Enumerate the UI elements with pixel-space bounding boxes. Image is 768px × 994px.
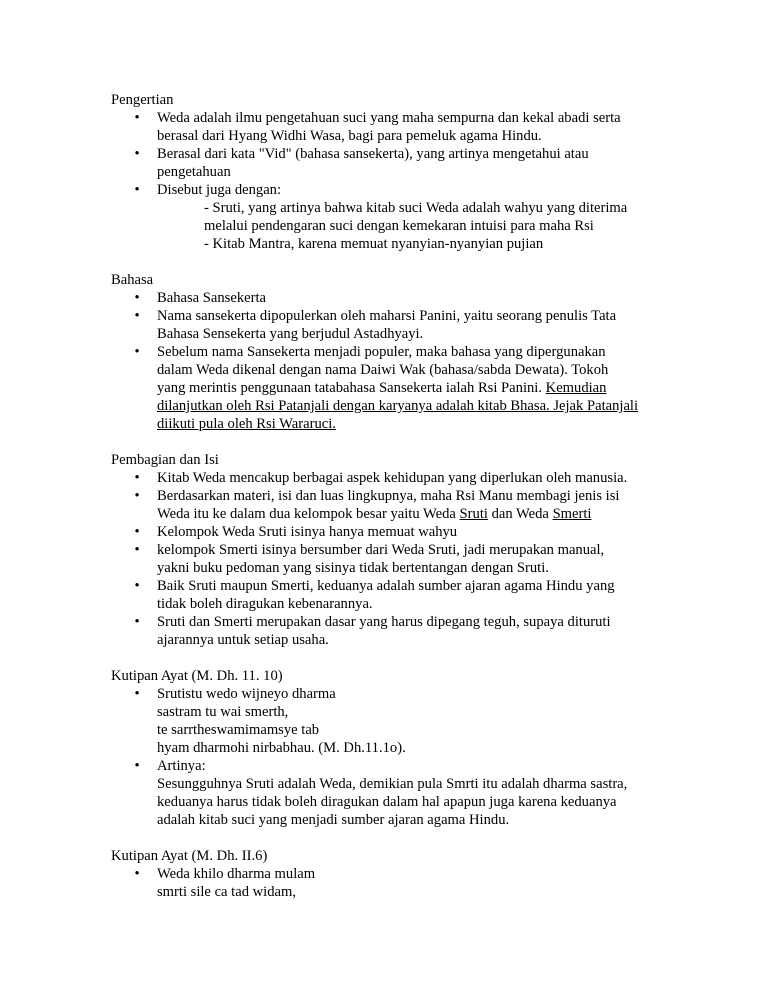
sub-line: - Sruti, yang artinya bahwa kitab suci Weda adalah wahyu yang diterima bbox=[204, 200, 628, 216]
text-line: Bahasa Sensekerta yang berjudul Astadhyayi. bbox=[157, 326, 424, 342]
text-span: dan Weda bbox=[487, 506, 553, 522]
section-pembagian bbox=[111, 451, 671, 649]
document-page bbox=[111, 91, 671, 919]
text-line: smrti sile ca tad widam, bbox=[157, 884, 297, 900]
list-item bbox=[111, 289, 671, 307]
text-line: Nama sansekerta dipopulerkan oleh maharsi Panini, yaitu seorang penulis Tata bbox=[157, 308, 617, 324]
text-line: Sruti dan Smerti merupakan dasar yang harus dipegang teguh, supaya dituruti bbox=[157, 614, 611, 630]
section-kutipan-2 bbox=[111, 847, 671, 901]
bullet-list bbox=[111, 289, 671, 433]
text-line: sastram tu wai smerth, bbox=[157, 704, 289, 720]
list-item bbox=[111, 523, 671, 541]
list-item bbox=[111, 487, 671, 523]
list-item bbox=[111, 109, 671, 145]
bullet-icon: • bbox=[134, 686, 140, 702]
text-line: pengetahuan bbox=[157, 164, 231, 180]
bullet-icon: • bbox=[134, 614, 140, 630]
list-item bbox=[111, 757, 671, 829]
text-line: Artinya: bbox=[157, 758, 206, 774]
sub-line: - Kitab Mantra, karena memuat nyanyian-nyanyian pujian bbox=[204, 236, 544, 252]
bullet-icon: • bbox=[134, 524, 140, 540]
text-line: Weda khilo dharma mulam bbox=[157, 866, 316, 882]
bullet-list bbox=[111, 685, 671, 829]
bullet-icon: • bbox=[134, 866, 140, 882]
list-item bbox=[111, 181, 671, 253]
underlined-line: diikuti pula oleh Rsi Wararuci. bbox=[157, 416, 336, 432]
bullet-icon: • bbox=[134, 290, 140, 306]
bullet-icon: • bbox=[134, 470, 140, 486]
bullet-icon: • bbox=[134, 542, 140, 558]
bullet-list bbox=[111, 469, 671, 649]
text-line: Kelompok Weda Sruti isinya hanya memuat wahyu bbox=[157, 524, 458, 540]
list-item bbox=[111, 685, 671, 757]
list-item bbox=[111, 865, 671, 901]
section-pengertian bbox=[111, 91, 671, 253]
bullet-icon: • bbox=[134, 488, 140, 504]
underlined-text: Kemudian bbox=[545, 380, 607, 396]
text-line: Sebelum nama Sansekerta menjadi populer, maka bahasa yang dipergunakan bbox=[157, 344, 606, 360]
section-heading: Kutipan Ayat (M. Dh. 11. 10) bbox=[111, 668, 283, 684]
bullet-icon: • bbox=[134, 110, 140, 126]
text-line: Bahasa Sansekerta bbox=[157, 290, 267, 306]
text-line: Kitab Weda mencakup berbagai aspek kehidupan yang diperlukan oleh manusia. bbox=[157, 470, 628, 486]
bullet-icon: • bbox=[134, 344, 140, 360]
list-item bbox=[111, 469, 671, 487]
section-kutipan-1 bbox=[111, 667, 671, 829]
bullet-icon: • bbox=[134, 182, 140, 198]
list-item bbox=[111, 613, 671, 649]
underlined-text: Smerti bbox=[552, 506, 592, 522]
bullet-icon: • bbox=[134, 758, 140, 774]
section-heading: Pengertian bbox=[111, 92, 174, 108]
list-item bbox=[111, 307, 671, 343]
text-line: Sesungguhnya Sruti adalah Weda, demikian pula Smrti itu adalah dharma sastra, bbox=[157, 776, 628, 792]
text-span: yang merintis penggunaan tatabahasa Sansekerta ialah Rsi Panini. bbox=[157, 380, 546, 396]
bullet-list bbox=[111, 865, 671, 901]
text-line bbox=[157, 379, 671, 397]
text-line: keduanya harus tidak boleh diragukan dalam hal apapun juga karena keduanya bbox=[157, 794, 617, 810]
list-item bbox=[111, 145, 671, 181]
text-line: yakni buku pedoman yang sisinya tidak bertentangan dengan Sruti. bbox=[157, 560, 549, 576]
section-bahasa bbox=[111, 271, 671, 433]
text-line: Weda adalah ilmu pengetahuan suci yang maha sempurna dan kekal abadi serta bbox=[157, 110, 621, 126]
sub-line: melalui pendengaran suci dengan kemekaran intuisi para maha Rsi bbox=[204, 218, 594, 234]
text-line: te sarrtheswamimamsye tab bbox=[157, 722, 320, 738]
text-line bbox=[157, 505, 671, 523]
text-line: Berdasarkan materi, isi dan luas lingkupnya, maha Rsi Manu membagi jenis isi bbox=[157, 488, 620, 504]
text-line: Srutistu wedo wijneyo dharma bbox=[157, 686, 336, 702]
text-line: Berasal dari kata "Vid" (bahasa sansekerta), yang artinya mengetahui atau bbox=[157, 146, 589, 162]
bullet-icon: • bbox=[134, 578, 140, 594]
text-line: kelompok Smerti isinya bersumber dari Weda Sruti, jadi merupakan manual, bbox=[157, 542, 605, 558]
underlined-line: dilanjutkan oleh Rsi Patanjali dengan karyanya adalah kitab Bhasa. Jejak Patanjali bbox=[157, 398, 639, 414]
list-item bbox=[111, 577, 671, 613]
text-line: berasal dari Hyang Widhi Wasa, bagi para pemeluk agama Hindu. bbox=[157, 128, 542, 144]
bullet-list bbox=[111, 109, 671, 253]
underlined-text: Sruti bbox=[459, 506, 488, 522]
bullet-icon: • bbox=[134, 308, 140, 324]
text-line: Baik Sruti maupun Smerti, keduanya adalah sumber ajaran agama Hindu yang bbox=[157, 578, 615, 594]
list-item bbox=[111, 343, 671, 433]
text-line: tidak boleh diragukan kebenarannya. bbox=[157, 596, 373, 612]
text-line: dalam Weda dikenal dengan nama Daiwi Wak (bahasa/sabda Dewata). Tokoh bbox=[157, 362, 609, 378]
text-line: Disebut juga dengan: bbox=[157, 182, 282, 198]
section-heading: Kutipan Ayat (M. Dh. II.6) bbox=[111, 848, 268, 864]
text-line: ajarannya untuk setiap usaha. bbox=[157, 632, 329, 648]
text-line: hyam dharmohi nirbabhau. (M. Dh.11.1o). bbox=[157, 740, 406, 756]
section-heading: Pembagian dan Isi bbox=[111, 452, 219, 468]
text-span: Weda itu ke dalam dua kelompok besar yaitu Weda bbox=[157, 506, 460, 522]
list-item bbox=[111, 541, 671, 577]
bullet-icon: • bbox=[134, 146, 140, 162]
text-line: adalah kitab suci yang menjadi sumber ajaran agama Hindu. bbox=[157, 812, 510, 828]
section-heading: Bahasa bbox=[111, 272, 154, 288]
